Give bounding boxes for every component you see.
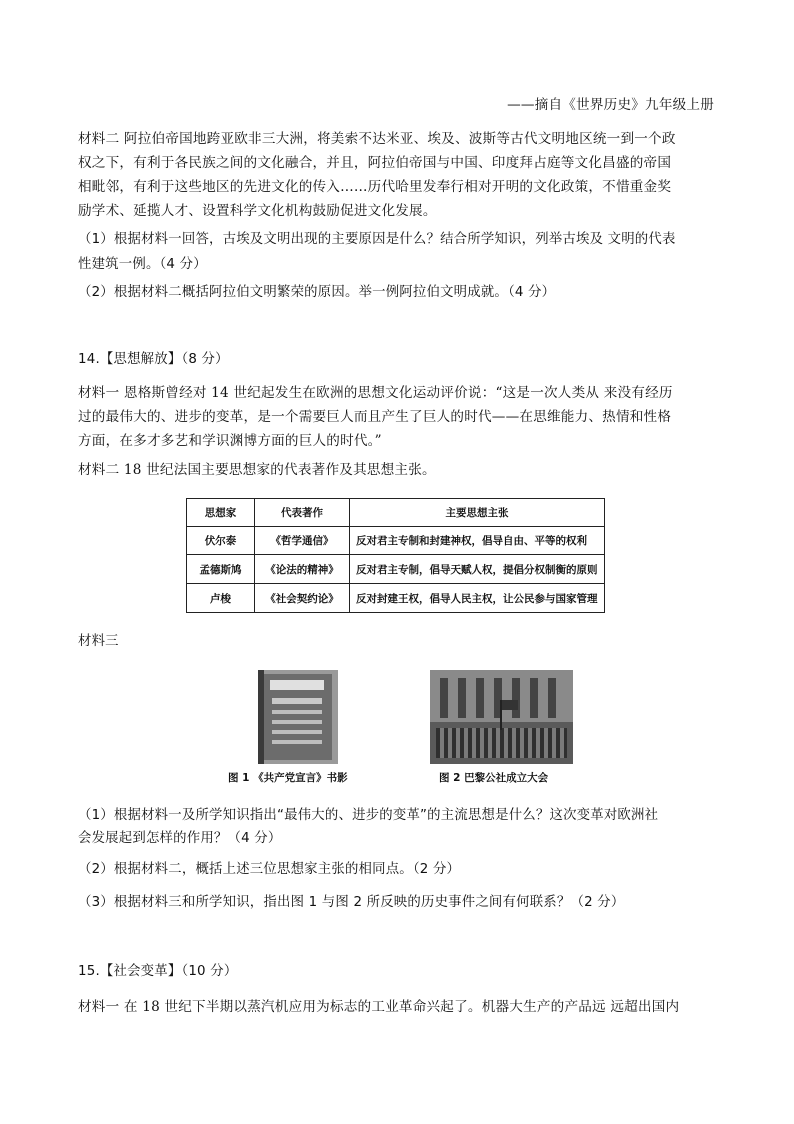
question-13-1-line1: （1）根据材料一回答，古埃及文明出现的主要原因是什么？结合所学知识，列举古埃及 文明的代表: [78, 232, 676, 247]
table-cell: 反对君主专制，倡导天赋人权，提倡分权制衡的原则: [350, 555, 605, 584]
table-header-cell: 代表著作: [255, 499, 350, 527]
q15-material1-line1: 材料一 在 18 世纪下半期以蒸汽机应用为标志的工业革命兴起了。机器大生产的产品远 远超出国内: [78, 999, 680, 1015]
table-cell: 孟德斯鸠: [187, 555, 255, 584]
material2-q13-line4: 励学术、延揽人才、设置科学文化机构鼓励促进文化发展。: [78, 203, 437, 219]
figure-2-caption: 图 2 巴黎公社成立大会: [439, 772, 549, 784]
figure-1-caption: 图 1 《共产党宣言》书影: [228, 772, 348, 784]
question-13-1-line2: 性建筑一例。（4 分）: [78, 257, 207, 272]
table-header-cell: 思想家: [187, 499, 255, 527]
table-cell: 《哲学通信》: [255, 526, 350, 555]
table-cell: 反对君主专制和封建神权，倡导自由、平等的权利: [350, 526, 605, 555]
material2-q13-line1: 材料二 阿拉伯帝国地跨亚欧非三大洲，将美索不达米亚、埃及、波斯等古代文明地区统一到一个政: [78, 131, 676, 147]
source-line: ——摘自《世界历史》九年级上册: [507, 97, 714, 113]
q14-material3: 材料三: [78, 634, 119, 649]
question-14-1-line2: 会发展起到怎样的作用？（4 分）: [78, 831, 282, 846]
q14-material1-line1: 材料一 恩格斯曾经对 14 世纪起发生在欧洲的思想文化运动评价说：“这是一次人类从 来没有经历: [78, 385, 673, 401]
q14-material2: 材料二 18 世纪法国主要思想家的代表著作及其思想主张。: [78, 462, 436, 478]
question-13-2: （2）根据材料二概括阿拉伯文明繁荣的原因。举一例阿拉伯文明成就。（4 分）: [78, 285, 556, 300]
table-row: [187, 526, 605, 555]
table-row: [187, 555, 605, 584]
figure-1-book-cover-image: [258, 670, 338, 764]
question-14-1-line1: （1）根据材料一及所学知识指出“最伟大的、进步的变革”的主流思想是什么？这次变革对欧洲社: [78, 808, 659, 823]
q14-material1-line3: 方面，在多才多艺和学识渊博方面的巨人的时代。”: [78, 433, 382, 449]
table-cell: 《论法的精神》: [255, 555, 350, 584]
thinkers-table: [186, 498, 605, 613]
table-header-row: [187, 499, 605, 527]
q14-material1-line2: 过的最伟大的、进步的变革，是一个需要巨人而且产生了巨人的时代——在思维能力、热情和性格: [78, 409, 672, 425]
material2-q13-line3: 相毗邻，有利于这些地区的先进文化的传入……历代哈里发奉行相对开明的文化政策，不惜重金奖: [78, 179, 672, 195]
question-14-3: （3）根据材料三和所学知识，指出图 1 与图 2 所反映的历史事件之间有何联系？（2 分）: [78, 895, 625, 910]
material2-q13-line2: 权之下，有利于各民族之间的文化融合，并且，阿拉伯帝国与中国、印度拜占庭等文化昌盛的帝国: [78, 155, 672, 171]
table-cell: 卢梭: [187, 584, 255, 613]
table-cell: 伏尔泰: [187, 526, 255, 555]
table-header-cell: 主要思想主张: [350, 499, 605, 527]
table-cell: 反对封建王权，倡导人民主权，让公民参与国家管理: [350, 584, 605, 613]
figure-2-assembly-image: [430, 670, 573, 764]
table-cell: 《社会契约论》: [255, 584, 350, 613]
table-row: [187, 584, 605, 613]
question-14-2: （2）根据材料二，概括上述三位思想家主张的相同点。（2 分）: [78, 862, 461, 877]
question-14-title: 14.【思想解放】（8 分）: [78, 352, 229, 367]
question-15-title: 15.【社会变革】（10 分）: [78, 964, 238, 979]
